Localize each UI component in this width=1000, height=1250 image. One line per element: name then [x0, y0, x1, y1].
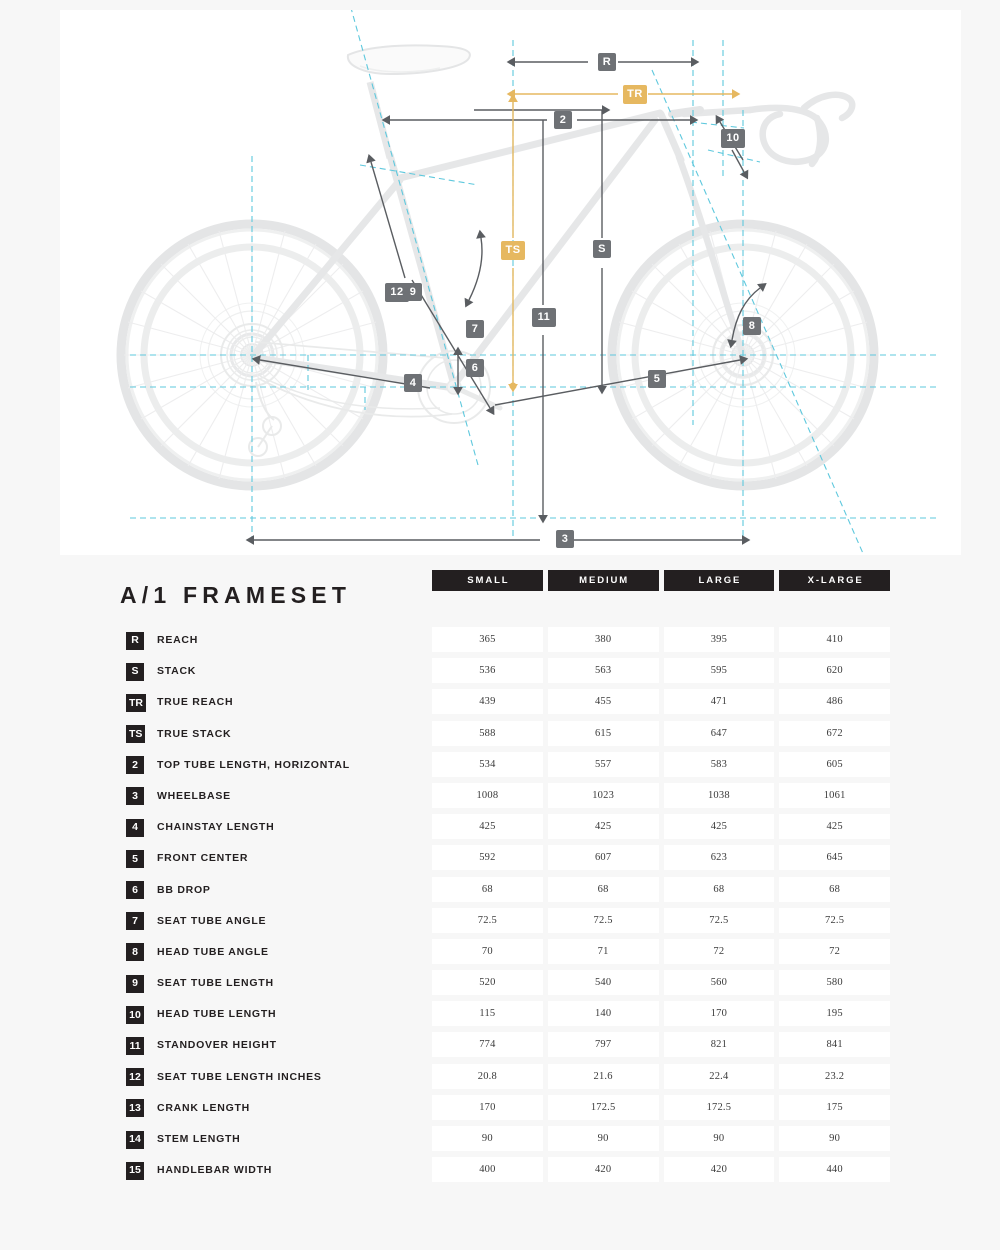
row-label: TRUE STACK: [157, 727, 232, 740]
value-cell: 580: [779, 970, 890, 995]
callout-badge-9: 9: [404, 283, 422, 301]
value-cell: 540: [548, 970, 659, 995]
table-row: [0, 1126, 1000, 1157]
row-label: CHAINSTAY LENGTH: [157, 821, 275, 834]
table-row: [0, 845, 1000, 876]
callout-badge-stack: S: [593, 240, 611, 258]
callout-badge-10: 10: [721, 129, 745, 148]
size-header-medium: MEDIUM: [548, 570, 659, 591]
value-cell: 71: [548, 939, 659, 964]
value-cell: 175: [779, 1095, 890, 1120]
row-badge-icon: 6: [126, 881, 144, 899]
value-cell: 1008: [432, 783, 543, 808]
row-badge-icon: 12: [126, 1068, 144, 1086]
row-badge-icon: R: [126, 632, 144, 650]
value-cell: 455: [548, 689, 659, 714]
value-cell: 425: [548, 814, 659, 839]
row-badge-icon: 9: [126, 975, 144, 993]
value-cell: 90: [432, 1126, 543, 1151]
page-title: A/1 FRAMESET: [120, 582, 352, 608]
table-row: [0, 752, 1000, 783]
table-row: [0, 970, 1000, 1001]
row-values: [432, 658, 890, 683]
row-label: REACH: [157, 634, 199, 646]
row-values: [432, 752, 890, 777]
callout-badge-12: 12: [385, 283, 409, 302]
callout-badge-6: 6: [466, 359, 484, 377]
value-cell: 72.5: [548, 908, 659, 933]
size-header-small: SMALL: [432, 570, 543, 591]
value-cell: 72.5: [664, 908, 775, 933]
row-values: [432, 1157, 890, 1182]
row-values: [432, 1001, 890, 1026]
value-cell: 623: [664, 845, 775, 870]
value-cell: 115: [432, 1001, 543, 1026]
value-cell: 170: [664, 1001, 775, 1026]
table-row: [0, 689, 1000, 720]
row-values: [432, 689, 890, 714]
row-label: SEAT TUBE ANGLE: [157, 914, 267, 927]
value-cell: 170: [432, 1095, 543, 1120]
value-cell: 821: [664, 1032, 775, 1057]
callout-badge-5: 5: [648, 370, 666, 388]
value-cell: 607: [548, 845, 659, 870]
handlebar: [684, 95, 852, 164]
row-label: SEAT TUBE LENGTH INCHES: [157, 1070, 322, 1083]
row-values: [432, 908, 890, 933]
row-label: SEAT TUBE LENGTH: [157, 977, 274, 990]
value-cell: 22.4: [664, 1064, 775, 1089]
table-row: [0, 1095, 1000, 1126]
value-cell: 380: [548, 627, 659, 652]
value-cell: 1061: [779, 783, 890, 808]
bike-artwork-group: [121, 45, 874, 486]
table-row: [0, 658, 1000, 689]
row-badge-icon: 5: [126, 850, 144, 868]
callout-badge-7: 7: [466, 320, 484, 338]
row-badge-icon: TS: [126, 725, 145, 743]
value-cell: 172.5: [664, 1095, 775, 1120]
value-cell: 365: [432, 627, 543, 652]
value-cell: 172.5: [548, 1095, 659, 1120]
row-values: [432, 783, 890, 808]
value-cell: 797: [548, 1032, 659, 1057]
value-cell: 1038: [664, 783, 775, 808]
row-values: [432, 939, 890, 964]
table-row: [0, 1001, 1000, 1032]
value-cell: 140: [548, 1001, 659, 1026]
row-values: [432, 814, 890, 839]
bike-geometry-diagram: [60, 10, 961, 555]
row-values: [432, 970, 890, 995]
value-cell: 1023: [548, 783, 659, 808]
value-cell: 534: [432, 752, 543, 777]
row-label: BB DROP: [157, 883, 211, 896]
table-row: [0, 877, 1000, 908]
value-cell: 400: [432, 1157, 543, 1182]
row-badge-icon: 13: [126, 1099, 144, 1117]
value-cell: 471: [664, 689, 775, 714]
callout-badge-11: 11: [532, 308, 556, 327]
stem: [672, 110, 700, 114]
value-cell: 72: [664, 939, 775, 964]
table-row: [0, 783, 1000, 814]
table-row: [0, 1064, 1000, 1095]
row-badge-icon: 14: [126, 1131, 144, 1149]
value-cell: 583: [664, 752, 775, 777]
value-cell: 645: [779, 845, 890, 870]
value-cell: 72: [779, 939, 890, 964]
table-row: [0, 1157, 1000, 1188]
value-cell: 595: [664, 658, 775, 683]
value-cell: 563: [548, 658, 659, 683]
value-cell: 20.8: [432, 1064, 543, 1089]
row-badge-icon: 3: [126, 787, 144, 805]
callout-badge-reach: R: [598, 53, 616, 71]
row-label: STEM LENGTH: [157, 1133, 241, 1145]
value-cell: 557: [548, 752, 659, 777]
table-row: [0, 627, 1000, 658]
row-label: STANDOVER HEIGHT: [157, 1039, 277, 1052]
row-badge-icon: 7: [126, 912, 144, 930]
value-cell: 536: [432, 658, 543, 683]
table-row: [0, 814, 1000, 845]
value-cell: 520: [432, 970, 543, 995]
row-values: [432, 627, 890, 652]
value-cell: 647: [664, 721, 775, 746]
value-cell: 486: [779, 689, 890, 714]
callout-badge-8: 8: [743, 317, 761, 335]
row-label: TOP TUBE LENGTH, HORIZONTAL: [157, 758, 350, 771]
value-cell: 68: [432, 877, 543, 902]
value-cell: 440: [779, 1157, 890, 1182]
value-cell: 90: [548, 1126, 659, 1151]
row-values: [432, 845, 890, 870]
value-cell: 439: [432, 689, 543, 714]
size-header-x-large: X-LARGE: [779, 570, 890, 591]
value-cell: 68: [779, 877, 890, 902]
value-cell: 72.5: [779, 908, 890, 933]
row-label: STACK: [157, 665, 197, 678]
row-badge-icon: TR: [126, 694, 146, 712]
value-cell: 425: [664, 814, 775, 839]
callout-badge-4: 4: [404, 374, 422, 392]
row-label: TRUE REACH: [157, 696, 234, 709]
row-badge-icon: 10: [126, 1006, 144, 1024]
row-badge-icon: 15: [126, 1162, 144, 1180]
geometry-table-body: [0, 627, 1000, 1188]
row-label: HANDLEBAR WIDTH: [157, 1164, 273, 1177]
row-label: WHEELBASE: [157, 789, 231, 802]
value-cell: 23.2: [779, 1064, 890, 1089]
value-cell: 672: [779, 721, 890, 746]
table-row: [0, 1032, 1000, 1063]
table-row: [0, 939, 1000, 970]
size-column-headers: [432, 570, 890, 591]
value-cell: 592: [432, 845, 543, 870]
value-cell: 425: [432, 814, 543, 839]
value-cell: 68: [664, 877, 775, 902]
value-cell: 425: [779, 814, 890, 839]
table-row: [0, 908, 1000, 939]
value-cell: 21.6: [548, 1064, 659, 1089]
value-cell: 420: [548, 1157, 659, 1182]
row-label: HEAD TUBE ANGLE: [157, 945, 269, 958]
value-cell: 410: [779, 627, 890, 652]
table-row: [0, 721, 1000, 752]
value-cell: 90: [664, 1126, 775, 1151]
bike-geometry-diagram-panel: [60, 10, 961, 555]
value-cell: 90: [779, 1126, 890, 1151]
row-values: [432, 1064, 890, 1089]
value-cell: 605: [779, 752, 890, 777]
row-values: [432, 1032, 890, 1057]
value-cell: 420: [664, 1157, 775, 1182]
row-label: FRONT CENTER: [157, 852, 249, 865]
row-values: [432, 721, 890, 746]
value-cell: 560: [664, 970, 775, 995]
callout-badge-true-reach: TR: [623, 85, 647, 104]
value-cell: 395: [664, 627, 775, 652]
callout-badge-true-stack: TS: [501, 241, 525, 260]
value-cell: 588: [432, 721, 543, 746]
row-values: [432, 1126, 890, 1151]
callout-badge-3: 3: [556, 530, 574, 548]
row-badge-icon: 2: [126, 756, 144, 774]
row-badge-icon: 8: [126, 943, 144, 961]
row-badge-icon: 11: [126, 1037, 144, 1055]
size-header-large: LARGE: [664, 570, 775, 591]
value-cell: 68: [548, 877, 659, 902]
value-cell: 195: [779, 1001, 890, 1026]
row-badge-icon: S: [126, 663, 144, 681]
geometry-spec-section: [0, 555, 1000, 1250]
row-values: [432, 1095, 890, 1120]
value-cell: 620: [779, 658, 890, 683]
row-values: [432, 877, 890, 902]
value-cell: 774: [432, 1032, 543, 1057]
value-cell: 615: [548, 721, 659, 746]
value-cell: 70: [432, 939, 543, 964]
row-label: HEAD TUBE LENGTH: [157, 1008, 277, 1021]
row-label: CRANK LENGTH: [157, 1101, 250, 1114]
value-cell: 72.5: [432, 908, 543, 933]
value-cell: 841: [779, 1032, 890, 1057]
callout-badge-2: 2: [554, 111, 572, 129]
row-badge-icon: 4: [126, 819, 144, 837]
saddle-and-seatpost: [348, 45, 470, 158]
